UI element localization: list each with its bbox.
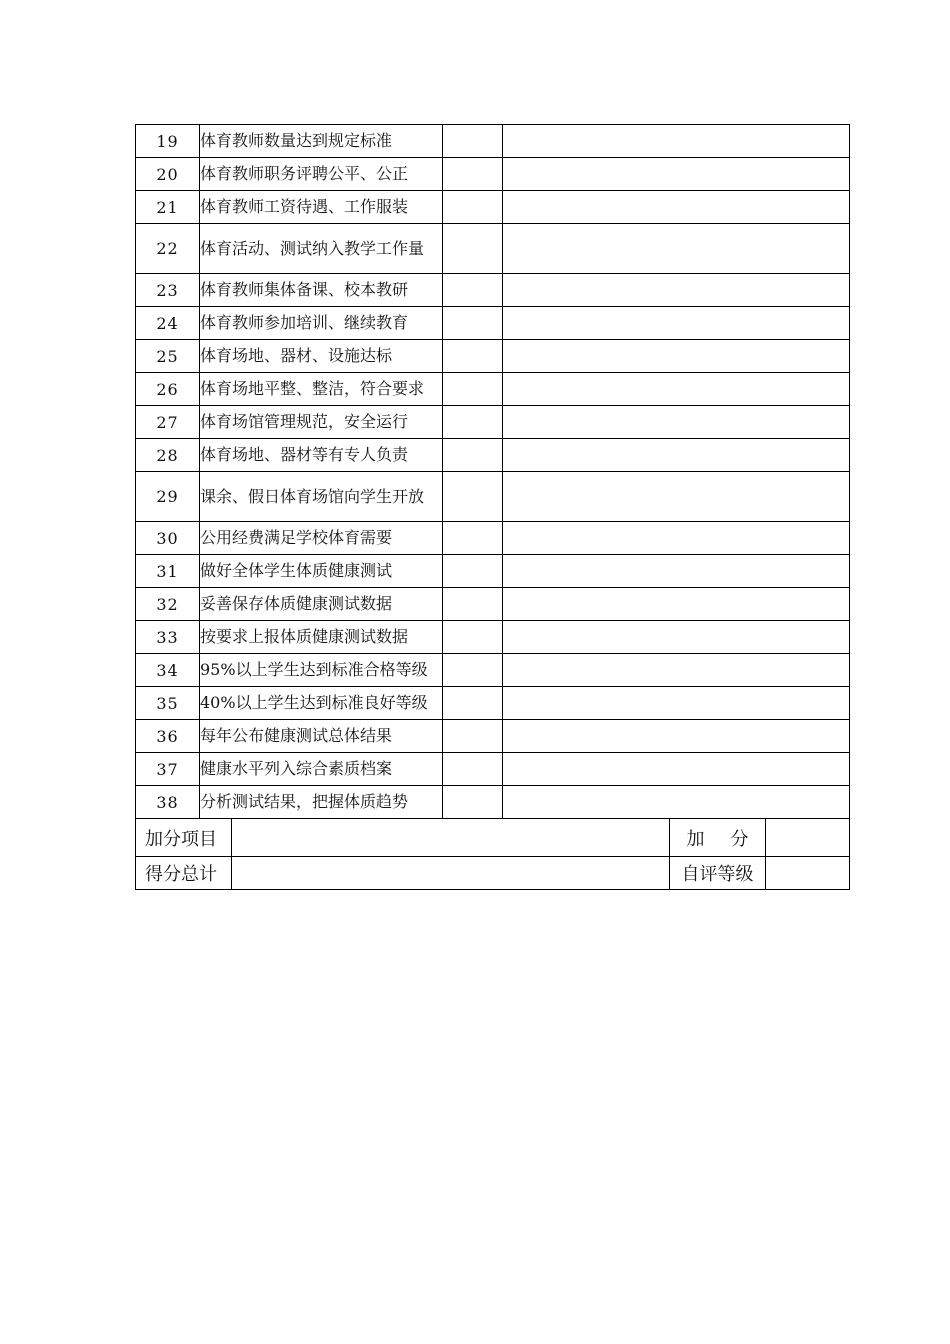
self-score-cell[interactable]	[443, 555, 503, 588]
self-score-cell[interactable]	[443, 125, 503, 158]
self-score-cell[interactable]	[443, 654, 503, 687]
self-score-cell[interactable]	[443, 522, 503, 555]
row-item: 做好全体学生体质健康测试	[200, 555, 443, 588]
row-number: 26	[136, 373, 200, 406]
row-item: 健康水平列入综合素质档案	[200, 753, 443, 786]
row-number: 23	[136, 274, 200, 307]
self-score-cell[interactable]	[443, 340, 503, 373]
row-item: 每年公布健康测试总体结果	[200, 720, 443, 753]
self-score-cell[interactable]	[443, 191, 503, 224]
bonus-row	[136, 819, 850, 857]
remark-cell[interactable]	[503, 687, 850, 720]
row-number: 35	[136, 687, 200, 720]
table-row	[136, 224, 850, 274]
bonus-item-cell[interactable]	[232, 819, 670, 857]
row-number: 32	[136, 588, 200, 621]
row-item: 体育场馆管理规范，安全运行	[200, 406, 443, 439]
table-row	[136, 654, 850, 687]
row-number: 22	[136, 224, 200, 274]
row-number: 21	[136, 191, 200, 224]
table-row	[136, 406, 850, 439]
remark-cell[interactable]	[503, 439, 850, 472]
table-row	[136, 687, 850, 720]
evaluation-table	[135, 124, 850, 819]
row-item: 体育教师职务评聘公平、公正	[200, 158, 443, 191]
table-row	[136, 340, 850, 373]
table-row	[136, 191, 850, 224]
table-row	[136, 439, 850, 472]
remark-cell[interactable]	[503, 472, 850, 522]
row-item: 体育教师集体备课、校本教研	[200, 274, 443, 307]
self-grade-label: 自评等级	[670, 857, 766, 890]
self-score-cell[interactable]	[443, 786, 503, 819]
row-item: 体育场地、器材等有专人负责	[200, 439, 443, 472]
row-item: 体育活动、测试纳入教学工作量	[200, 224, 443, 274]
row-number: 19	[136, 125, 200, 158]
table-row	[136, 274, 850, 307]
self-score-cell[interactable]	[443, 373, 503, 406]
remark-cell[interactable]	[503, 307, 850, 340]
table-row	[136, 588, 850, 621]
row-number: 20	[136, 158, 200, 191]
self-score-cell[interactable]	[443, 472, 503, 522]
remark-cell[interactable]	[503, 191, 850, 224]
remark-cell[interactable]	[503, 555, 850, 588]
row-item: 分析测试结果，把握体质趋势	[200, 786, 443, 819]
table-row	[136, 125, 850, 158]
self-grade-cell[interactable]	[766, 857, 850, 890]
remark-cell[interactable]	[503, 621, 850, 654]
row-number: 37	[136, 753, 200, 786]
self-score-cell[interactable]	[443, 158, 503, 191]
row-item: 95%以上学生达到标准合格等级	[200, 654, 443, 687]
row-number: 24	[136, 307, 200, 340]
evaluation-table-body	[136, 125, 850, 819]
row-number: 30	[136, 522, 200, 555]
bonus-score-cell[interactable]	[766, 819, 850, 857]
row-number: 34	[136, 654, 200, 687]
bonus-item-label: 加分项目	[136, 819, 232, 857]
row-item: 按要求上报体质健康测试数据	[200, 621, 443, 654]
table-row	[136, 621, 850, 654]
table-row	[136, 753, 850, 786]
row-item: 体育教师工资待遇、工作服装	[200, 191, 443, 224]
self-score-cell[interactable]	[443, 439, 503, 472]
self-score-cell[interactable]	[443, 753, 503, 786]
remark-cell[interactable]	[503, 373, 850, 406]
self-score-cell[interactable]	[443, 588, 503, 621]
remark-cell[interactable]	[503, 158, 850, 191]
bonus-score-label-cell	[670, 819, 775, 857]
row-number: 25	[136, 340, 200, 373]
table-row	[136, 555, 850, 588]
table-row	[136, 158, 850, 191]
row-item: 40%以上学生达到标准良好等级	[200, 687, 443, 720]
self-score-cell[interactable]	[443, 307, 503, 340]
self-score-cell[interactable]	[443, 224, 503, 274]
table-row	[136, 720, 850, 753]
row-item: 公用经费满足学校体育需要	[200, 522, 443, 555]
table-row	[136, 307, 850, 340]
remark-cell[interactable]	[503, 786, 850, 819]
remark-cell[interactable]	[503, 224, 850, 274]
table-row	[136, 786, 850, 819]
remark-cell[interactable]	[503, 522, 850, 555]
remark-cell[interactable]	[503, 720, 850, 753]
remark-cell[interactable]	[503, 125, 850, 158]
table-row	[136, 522, 850, 555]
remark-cell[interactable]	[503, 340, 850, 373]
total-label: 得分总计	[136, 857, 232, 890]
table-row	[136, 373, 850, 406]
row-number: 31	[136, 555, 200, 588]
self-score-cell[interactable]	[443, 274, 503, 307]
row-number: 38	[136, 786, 200, 819]
summary-table	[135, 818, 850, 890]
remark-cell[interactable]	[503, 406, 850, 439]
row-number: 29	[136, 472, 200, 522]
self-score-cell[interactable]	[443, 720, 503, 753]
remark-cell[interactable]	[503, 753, 850, 786]
bonus-score-label: 加分	[686, 828, 775, 850]
remark-cell[interactable]	[503, 588, 850, 621]
evaluation-table-container	[135, 124, 849, 890]
row-item: 课余、假日体育场馆向学生开放	[200, 472, 443, 522]
remark-cell[interactable]	[503, 274, 850, 307]
self-score-cell[interactable]	[443, 687, 503, 720]
row-number: 28	[136, 439, 200, 472]
table-row	[136, 472, 850, 522]
row-item: 体育场地、器材、设施达标	[200, 340, 443, 373]
self-score-cell[interactable]	[443, 621, 503, 654]
row-item: 体育教师数量达到规定标准	[200, 125, 443, 158]
total-score-cell[interactable]	[232, 857, 670, 890]
row-number: 36	[136, 720, 200, 753]
row-number: 27	[136, 406, 200, 439]
row-number: 33	[136, 621, 200, 654]
row-item: 体育教师参加培训、继续教育	[200, 307, 443, 340]
row-item: 体育场地平整、整洁，符合要求	[200, 373, 443, 406]
remark-cell[interactable]	[503, 654, 850, 687]
row-item: 妥善保存体质健康测试数据	[200, 588, 443, 621]
total-row	[136, 857, 850, 890]
self-score-cell[interactable]	[443, 406, 503, 439]
